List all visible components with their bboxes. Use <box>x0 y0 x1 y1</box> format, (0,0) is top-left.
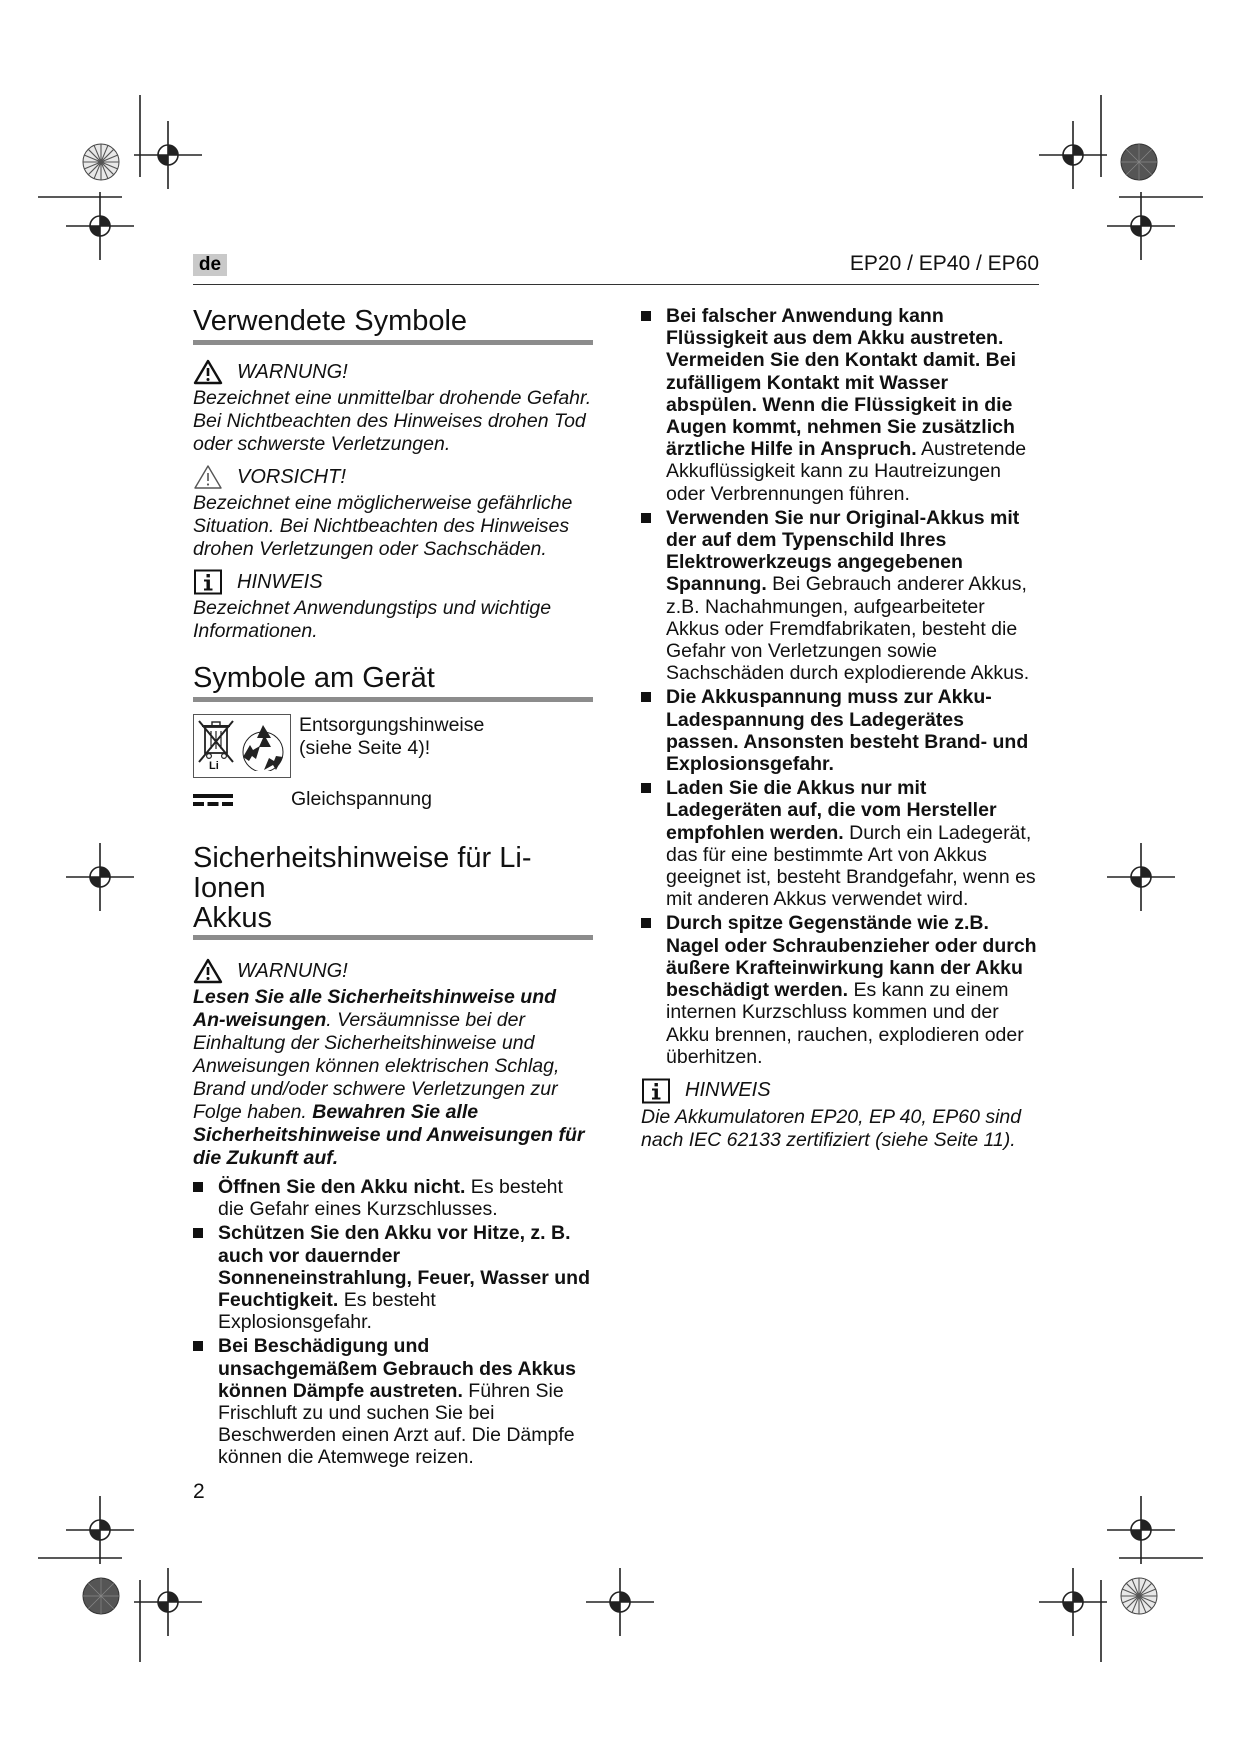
bullet-text: Durch ein Ladegerät, das für eine bestimmte Art von Akkus geeignet ist, besteht Brandgefahr, wenn es mit anderen Akkus verwendet wird. <box>666 821 1036 911</box>
safety-title-line-1: Sicherheitshinweise für Li-Ionen <box>193 842 532 904</box>
caution-text: Bezeichnet eine möglicherweise gefährliche Situation. Bei Nichtbeachten des Hinweises drohen Verletzungen oder Sachschäden. <box>193 492 573 560</box>
bullet-text: Es besteht die Gefahr eines Kurzschlusses. <box>218 1176 563 1221</box>
dc-row <box>193 788 593 811</box>
safety-warning-label: WARNUNG! <box>237 959 348 982</box>
page-number: 2 <box>193 1480 205 1503</box>
left-column <box>193 300 593 1471</box>
list-item <box>641 777 1041 910</box>
bullet-bold: Öffnen Sie den Akku nicht. <box>218 1176 466 1198</box>
bullet-text: Es kann zu einem internen Kurzschluss kommen und der Akku brennen, rauchen, explodieren oder überhitzen. <box>666 979 1024 1068</box>
bullet-text: Austretende Akkuflüssigkeit kann zu Hautreizungen oder Verbrennungen führen. <box>666 438 1027 505</box>
info-icon <box>193 569 223 595</box>
direct-current-icon <box>193 793 233 807</box>
warning-triangle-icon <box>193 958 223 984</box>
recycling-icon <box>238 721 288 771</box>
language-badge: de <box>193 254 227 276</box>
note-notice-head <box>193 567 593 597</box>
safety-intro <box>193 986 593 1170</box>
safety-note-head <box>641 1076 1041 1106</box>
safety-intro-bold: Lesen Sie alle Sicherheitshinweise und An-weisungen <box>193 986 557 1031</box>
right-column <box>641 305 1041 1152</box>
safety-intro-rest: . Versäumnisse bei der Einhaltung der Sicherheitshinweise und Anweisungen können elektrischen Schlag, Brand und/oder schwere Verletzungen zur Folge haben. <box>193 1009 560 1123</box>
safety-bullets-left <box>193 1176 593 1469</box>
safety-title-line-2: Akkus <box>193 902 272 934</box>
warning-notice-head <box>193 357 593 387</box>
list-item <box>641 507 1041 685</box>
note-label: HINWEIS <box>237 570 323 593</box>
bullet-bold: Laden Sie die Akkus nur mit Ladegeräten auf, die vom Hersteller empfohlen werden. <box>666 777 997 844</box>
list-item <box>641 912 1041 1067</box>
warning-triangle-icon <box>193 359 223 385</box>
header-rule <box>193 284 1039 285</box>
safety-warning-head <box>193 956 593 986</box>
disposal-line-1: Entsorgungshinweise <box>299 714 485 736</box>
bullet-bold: Durch spitze Gegenstände wie z.B. Nagel oder Schraubenzieher oder durch äußere Krafteinwirkung kann der Akku beschädigt werden. <box>666 912 1037 1002</box>
safety-bullets-right <box>641 305 1041 1068</box>
caution-triangle-icon <box>193 464 223 490</box>
section-title-device-symbols: Symbole am Gerät <box>193 662 435 694</box>
list-item <box>641 305 1041 505</box>
dc-text: Gleichspannung <box>291 788 432 810</box>
list-item <box>193 1176 593 1220</box>
info-icon <box>641 1078 671 1104</box>
bullet-bold: Verwenden Sie nur Original-Akkus mit der auf dem Typenschild Ihres Elektrowerkzeugs angegebenen Spannung. <box>666 506 1020 596</box>
list-item <box>193 1222 593 1333</box>
bullet-text: Es besteht Explosionsgefahr. <box>218 1289 436 1334</box>
section-rule <box>193 697 593 702</box>
section-rule <box>193 935 593 940</box>
disposal-line-2: (siehe Seite 4)! <box>299 737 431 759</box>
disposal-row <box>193 714 593 778</box>
list-item <box>641 686 1041 775</box>
caution-label: VORSICHT! <box>237 465 346 488</box>
list-item <box>193 1335 593 1468</box>
bullet-bold: Die Akkuspannung muss zur Akku-Ladespannung des Ladegerätes passen. Ansonsten besteht Brand- und Explosionsgefahr. <box>666 686 1029 776</box>
warning-text: Bezeichnet eine unmittelbar drohende Gefahr. Bei Nichtbeachten des Hinweises drohen Tod oder schwerste Verletzungen. <box>193 387 592 455</box>
note-text: Bezeichnet Anwendungstips und wichtige Informationen. <box>193 597 552 642</box>
bullet-text: Bei Gebrauch anderer Akkus, z.B. Nachahmungen, aufgearbeiteter Akkus oder Fremdfabrikaten, besteht die Gefahr von Verletzungen sowie Sachschäden durch explodierende Akkus. <box>666 573 1030 685</box>
disposal-symbol-box <box>193 714 291 778</box>
section-rule <box>193 340 593 345</box>
bullet-text: Führen Sie Frischluft zu und suchen Sie bei Beschwerden einen Arzt auf. Die Dämpfe können die Atemwege reizen. <box>218 1379 575 1469</box>
bullet-bold: Schützen Sie den Akku vor Hitze, z. B. auch vor dauernder Sonneneinstrahlung, Feuer, Wasser und Feuchtigkeit. <box>218 1222 591 1312</box>
section-title-symbols: Verwendete Symbole <box>193 305 468 337</box>
disposal-text <box>299 714 484 760</box>
model-title: EP20 / EP40 / EP60 <box>849 252 1039 275</box>
li-label: Li <box>209 760 219 772</box>
bullet-bold: Bei falscher Anwendung kann Flüssigkeit aus dem Akku austreten. Vermeiden Sie den Kontakt damit. Bei zufälligem Kontakt mit Wasser abspülen. Wenn die Flüssigkeit in die Augen kommt, nehmen Sie zusätzlich ärztliche Hilfe in Anspruch. <box>666 305 1017 461</box>
safety-intro-bold-2: Bewahren Sie alle Sicherheitshinweise und Anweisungen für die Zukunft auf. <box>193 1101 585 1169</box>
section-title-safety <box>193 837 593 935</box>
caution-notice-head <box>193 462 593 492</box>
warning-label: WARNUNG! <box>237 360 348 383</box>
safety-note-text: Die Akkumulatoren EP20, EP 40, EP60 sind nach IEC 62133 zertifiziert (siehe Seite 11). <box>641 1105 1022 1151</box>
bullet-bold: Bei Beschädigung und unsachgemäßem Gebrauch des Akkus können Dämpfe austreten. <box>218 1335 576 1402</box>
safety-note-label: HINWEIS <box>685 1079 771 1102</box>
